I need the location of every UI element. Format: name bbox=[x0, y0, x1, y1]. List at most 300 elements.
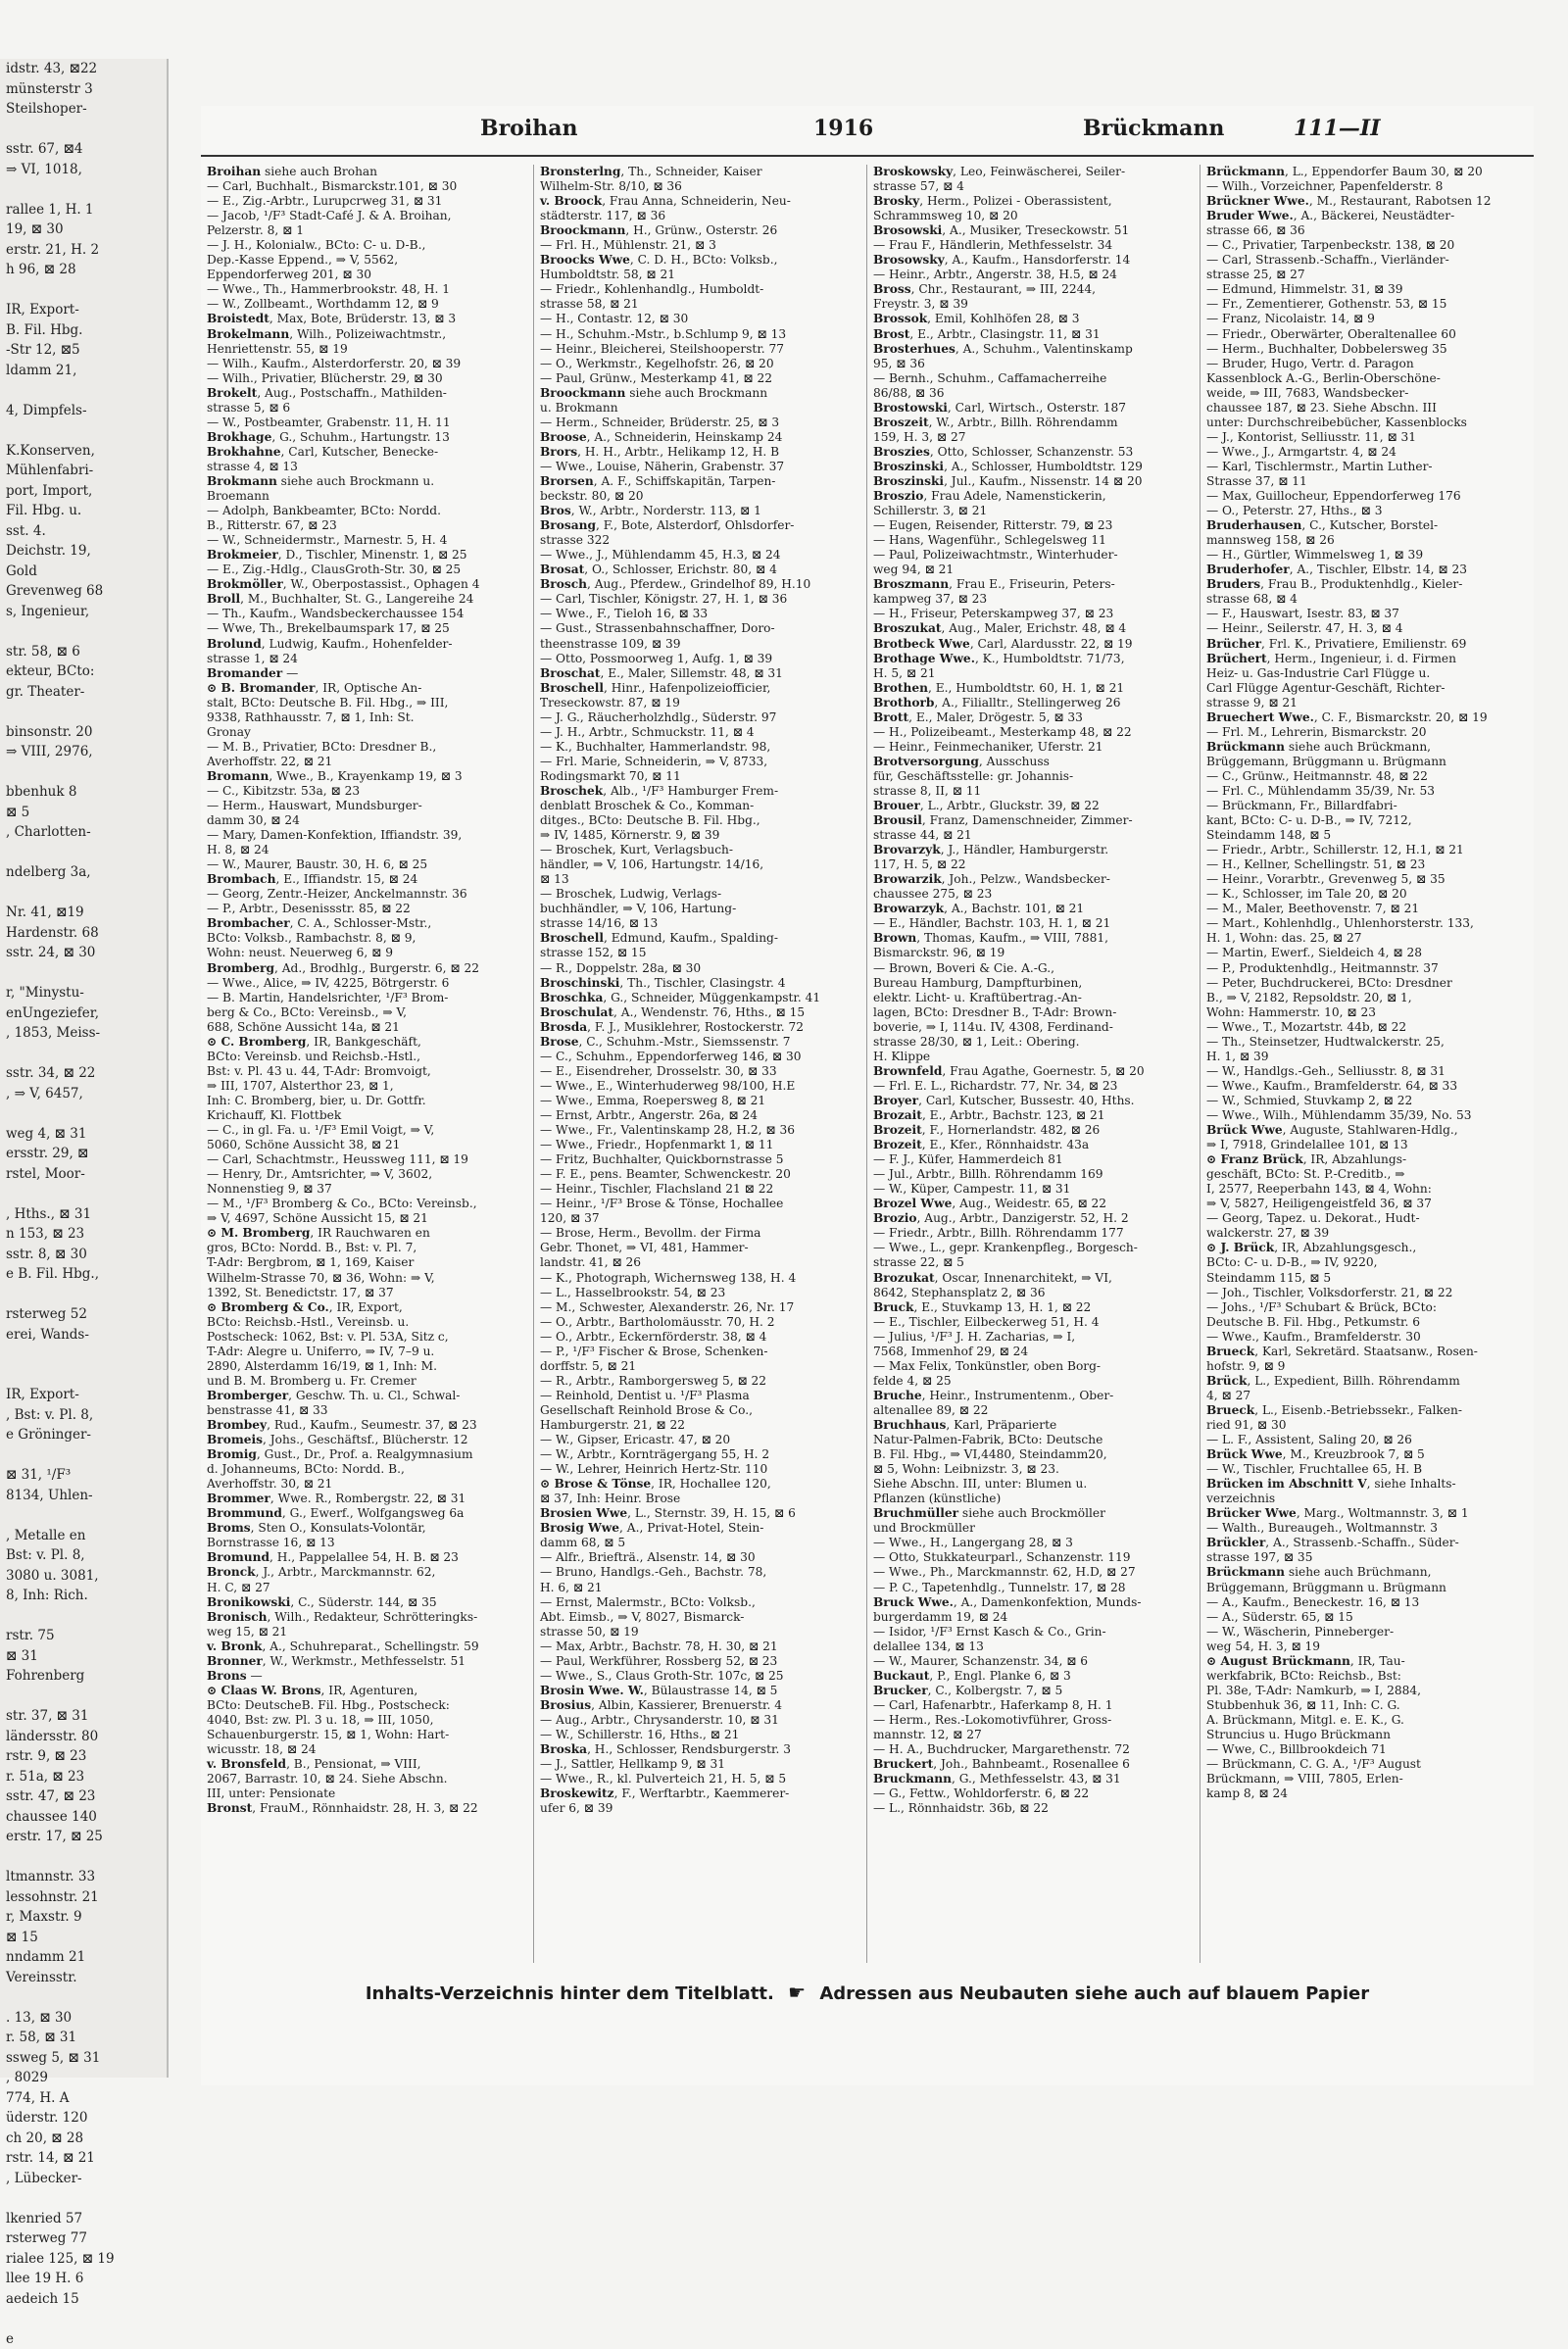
directory-entry-line: H. Klippe bbox=[873, 1050, 1194, 1064]
directory-entry-line: — Ernst, Arbtr., Angerstr. 26a, ⊠ 24 bbox=[540, 1108, 860, 1123]
directory-entry-line: — Frl. E. L., Richardstr. 77, Nr. 34, ⊠ 23 bbox=[873, 1079, 1194, 1094]
directory-entry-line: Brothen, E., Humboldtstr. 60, H. 1, ⊠ 21 bbox=[873, 681, 1194, 696]
directory-entry-line: denblatt Broschek & Co., Komman- bbox=[540, 799, 860, 813]
directory-entry-line: 7568, Immenhof 29, ⊠ 24 bbox=[873, 1345, 1194, 1359]
directory-entry-line: Bismarckstr. 96, ⊠ 19 bbox=[873, 946, 1194, 960]
directory-entry-line: Bruck, E., Stuvkamp 13, H. 1, ⊠ 22 bbox=[873, 1300, 1194, 1315]
directory-entry-line: — Friedr., Arbtr., Billh. Röhrendamm 177 bbox=[873, 1226, 1194, 1241]
directory-entry-line: — A., Süderstr. 65, ⊠ 15 bbox=[1206, 1610, 1528, 1625]
directory-entry-line: — Broschek, Ludwig, Verlags- bbox=[540, 887, 860, 902]
directory-entry-line: Brothage Wwe., K., Humboldtstr. 71/73, bbox=[873, 652, 1194, 666]
directory-entry-line: — Wwe., L., gepr. Krankenpfleg., Borgesch- bbox=[873, 1241, 1194, 1255]
directory-entry-line: verzeichnis bbox=[1206, 1492, 1528, 1506]
footer-new-buildings-note: Adressen aus Neubauten siehe auch auf blauem Papier bbox=[819, 1983, 1369, 2004]
directory-entry-line: — H., Kellner, Schellingstr. 51, ⊠ 23 bbox=[1206, 857, 1528, 872]
strip-line bbox=[0, 1505, 167, 1526]
directory-entry-line: 9338, Rathhausstr. 7, ⊠ 1, Inh: St. bbox=[207, 710, 527, 725]
directory-entry-line: altenallee 89, ⊠ 22 bbox=[873, 1403, 1194, 1418]
strip-line: rallee 1, H. 1 bbox=[0, 200, 167, 220]
strip-line: IR, Export- bbox=[0, 300, 167, 320]
directory-entry-line: ⊙ M. Bromberg, IR Rauchwaren en bbox=[207, 1226, 527, 1241]
directory-entry-line: Natur-Palmen-Fabrik, BCto: Deutsche bbox=[873, 1433, 1194, 1447]
directory-entry-line: strasse 14/16, ⊠ 13 bbox=[540, 916, 860, 931]
directory-entry-line: strasse 58, ⊠ 21 bbox=[540, 297, 860, 312]
directory-entry-line: Broschat, E., Maler, Sillemstr. 48, ⊠ 31 bbox=[540, 666, 860, 681]
directory-entry-line: — Wwe., Kaufm., Bramfelderstr. 64, ⊠ 33 bbox=[1206, 1079, 1528, 1094]
directory-entry-line: Bruechert Wwe., C. F., Bismarckstr. 20, ⊠ 19 bbox=[1206, 710, 1528, 725]
directory-entry-line: — Wwe., Th., Hammerbrookstr. 48, H. 1 bbox=[207, 282, 527, 297]
directory-entry-line: ⇒ V, 5827, Heiligengeistfeld 36, ⊠ 37 bbox=[1206, 1197, 1528, 1211]
directory-entry-line: Brousil, Franz, Damenschneider, Zimmer- bbox=[873, 813, 1194, 828]
strip-line: h 96, ⊠ 28 bbox=[0, 260, 167, 280]
directory-entry-line: — W., Zollbeamt., Worthdamm 12, ⊠ 9 bbox=[207, 297, 527, 312]
directory-entry-line: — Wwe., T., Mozartstr. 44b, ⊠ 22 bbox=[1206, 1020, 1528, 1035]
directory-entry-line: — M. B., Privatier, BCto: Dresdner B., bbox=[207, 740, 527, 755]
directory-entry-line: Bromberg, Ad., Brodhlg., Burgerstr. 6, ⊠ 22 bbox=[207, 961, 527, 976]
strip-line: Deichstr. 19, bbox=[0, 541, 167, 562]
strip-line: rstr. 14, ⊠ 21 bbox=[0, 2148, 167, 2169]
directory-entry-line: landstr. 41, ⊠ 26 bbox=[540, 1255, 860, 1270]
directory-entry-line: ⊠ 5, Wohn: Leibnizstr. 3, ⊠ 23. bbox=[873, 1462, 1194, 1477]
directory-page bbox=[201, 106, 1534, 2085]
directory-entry-line: Krichauff, Kl. Flottbek bbox=[207, 1108, 527, 1123]
strip-line: r, "Minystu- bbox=[0, 983, 167, 1003]
directory-entry-line: 8642, Stephansplatz 2, ⊠ 36 bbox=[873, 1286, 1194, 1300]
directory-entry-line: Pflanzen (künstliche) bbox=[873, 1492, 1194, 1506]
directory-entry-line: ⊙ Brose & Tönse, IR, Hochallee 120, bbox=[540, 1477, 860, 1492]
directory-entry-line: ⊙ August Brückmann, IR, Tau- bbox=[1206, 1654, 1528, 1669]
directory-entry-line: — B. Martin, Handelsrichter, ¹/F³ Brom- bbox=[207, 991, 527, 1005]
directory-entry-line: 4040, Bst: zw. Pl. 3 u. 18, ⇒ III, 1050, bbox=[207, 1713, 527, 1728]
directory-entry-line: kampweg 37, ⊠ 23 bbox=[873, 592, 1194, 607]
strip-line bbox=[0, 621, 167, 642]
directory-entry-line: Bronsterlng, Th., Schneider, Kaiser bbox=[540, 165, 860, 179]
directory-entry-line: strasse 197, ⊠ 35 bbox=[1206, 1550, 1528, 1565]
directory-entry-line: elektr. Licht- u. Kraftübertrag.-An- bbox=[873, 991, 1194, 1005]
directory-entry-line: Brokhage, G., Schuhm., Hartungstr. 13 bbox=[207, 430, 527, 445]
directory-entry-line: Brokmann siehe auch Brockmann u. bbox=[207, 474, 527, 489]
strip-line: e B. Fil. Hbg., bbox=[0, 1264, 167, 1285]
directory-entry-line: Broyer, Carl, Kutscher, Bussestr. 40, Hths. bbox=[873, 1094, 1194, 1108]
directory-entry-line: 117, H. 5, ⊠ 22 bbox=[873, 857, 1194, 872]
directory-entry-line: — Jul., Arbtr., Billh. Röhrendamm 169 bbox=[873, 1167, 1194, 1182]
directory-entry-line: — O., Peterstr. 27, Hths., ⊠ 3 bbox=[1206, 504, 1528, 518]
directory-entry-line: — Heinr., Arbtr., Angerstr. 38, H.5, ⊠ 24 bbox=[873, 268, 1194, 282]
directory-entry-line: ⊙ Bromberg & Co., IR, Export, bbox=[207, 1300, 527, 1315]
directory-entry-line: Bronck, J., Arbtr., Marckmannstr. 62, bbox=[207, 1565, 527, 1580]
strip-line: Gold bbox=[0, 562, 167, 582]
directory-entry-line: Gesellschaft Reinhold Brose & Co., bbox=[540, 1403, 860, 1418]
directory-entry-line: — L., Hasselbrookstr. 54, ⊠ 23 bbox=[540, 1286, 860, 1300]
directory-entry-line: Wilhelm-Strasse 70, ⊠ 36, Wohn: ⇒ V, bbox=[207, 1271, 527, 1286]
strip-line bbox=[0, 883, 167, 904]
directory-entry-line: ditges., BCto: Deutsche B. Fil. Hbg., bbox=[540, 813, 860, 828]
strip-line: , Metalle en bbox=[0, 1526, 167, 1546]
directory-entry-line: ⇒ V, 4697, Schöne Aussicht 15, ⊠ 21 bbox=[207, 1211, 527, 1226]
directory-entry-line: — Frl. H., Mühlenstr. 21, ⊠ 3 bbox=[540, 238, 860, 253]
directory-entry-line: — Herm., Schneider, Brüderstr. 25, ⊠ 3 bbox=[540, 416, 860, 430]
directory-entry-line: boverie, ⇒ I, 114u. IV, 4308, Ferdinand- bbox=[873, 1020, 1194, 1035]
strip-line bbox=[0, 120, 167, 140]
directory-entry-line: Brosterhues, A., Schuhm., Valentinskamp bbox=[873, 342, 1194, 357]
directory-entry-line: Brückler, A., Strassenb.-Schaffn., Süder- bbox=[1206, 1536, 1528, 1550]
directory-entry-line: — H. A., Buchdrucker, Margarethenstr. 72 bbox=[873, 1742, 1194, 1757]
directory-entry-line: Freystr. 3, ⊠ 39 bbox=[873, 297, 1194, 312]
directory-entry-line: benstrasse 41, ⊠ 33 bbox=[207, 1403, 527, 1418]
directory-entry-line: ⇒ III, 1707, Alsterthor 23, ⊠ 1, bbox=[207, 1079, 527, 1094]
directory-entry-line: 5060, Schöne Aussicht 38, ⊠ 21 bbox=[207, 1138, 527, 1152]
strip-line: ⇒ VI, 1018, bbox=[0, 160, 167, 180]
directory-entry-line: — Wwe., Ph., Marckmannstr. 62, H.D, ⊠ 27 bbox=[873, 1565, 1194, 1580]
directory-entry-line: berg & Co., BCto: Vereinsb., ⇒ V, bbox=[207, 1005, 527, 1020]
directory-entry-line: — Carl, Strassenb.-Schaffn., Vierländer- bbox=[1206, 253, 1528, 268]
directory-entry-line: — Herm., Buchhalter, Dobbelersweg 35 bbox=[1206, 342, 1528, 357]
directory-entry-line: strasse 25, ⊠ 27 bbox=[1206, 268, 1528, 282]
directory-entry-line: Broschell, Edmund, Kaufm., Spalding- bbox=[540, 931, 860, 946]
strip-line: -Str 12, ⊠5 bbox=[0, 340, 167, 361]
strip-line: Steilshoper- bbox=[0, 99, 167, 120]
strip-line: 3080 u. 3081, bbox=[0, 1566, 167, 1587]
directory-entry-line: Brown, Thomas, Kaufm., ⇒ VIII, 7881, bbox=[873, 931, 1194, 946]
strip-line bbox=[0, 702, 167, 722]
directory-entry-line: Brücher, Frl. K., Privatiere, Emilienstr. 69 bbox=[1206, 637, 1528, 652]
directory-entry-line: burgerdamm 19, ⊠ 24 bbox=[873, 1610, 1194, 1625]
directory-entry-line: Brovarzyk, J., Händler, Hamburgerstr. bbox=[873, 843, 1194, 857]
strip-line: str. 58, ⊠ 6 bbox=[0, 642, 167, 662]
strip-line: rstr. 75 bbox=[0, 1626, 167, 1646]
directory-entry-line: — Mart., Kohlenhdlg., Uhlenhorsterstr. 133, bbox=[1206, 916, 1528, 931]
directory-entry-line: — Wwe., Emma, Roepersweg 8, ⊠ 21 bbox=[540, 1094, 860, 1108]
directory-entry-line: — Paul, Werkführer, Rossberg 52, ⊠ 23 bbox=[540, 1654, 860, 1669]
directory-entry-line: Brommund, G., Ewerf., Wolfgangsweg 6a bbox=[207, 1506, 527, 1521]
directory-entry-line: Bruck Wwe., A., Damenkonfektion, Munds- bbox=[873, 1595, 1194, 1610]
strip-line: e bbox=[0, 2329, 167, 2349]
strip-line: r. 51a, ⊠ 23 bbox=[0, 1767, 167, 1787]
directory-entry-line: Dep.-Kasse Eppend., ⇒ V, 5562, bbox=[207, 253, 527, 268]
directory-entry-line: 86/88, ⊠ 36 bbox=[873, 386, 1194, 401]
directory-entry-line: — Walth., Bureaugeh., Woltmannstr. 3 bbox=[1206, 1521, 1528, 1536]
directory-entry-line: — Frl. Marie, Schneiderin, ⇒ V, 8733, bbox=[540, 755, 860, 769]
directory-entry-line: Bruchhaus, Karl, Präparierte bbox=[873, 1418, 1194, 1433]
directory-entry-line: Brothorb, A., Filialltr., Stellingerweg 26 bbox=[873, 696, 1194, 710]
directory-entry-line: Broskowsky, Leo, Feinwäscherei, Seiler- bbox=[873, 165, 1194, 179]
directory-entry-line: — E., Tischler, Eilbeckerweg 51, H. 4 bbox=[873, 1315, 1194, 1330]
directory-entry-line: — Herm., Res.-Lokomotivführer, Gross- bbox=[873, 1713, 1194, 1728]
directory-entry-line: — Frau F., Händlerin, Methfesselstr. 34 bbox=[873, 238, 1194, 253]
strip-line: idstr. 43, ⊠22 bbox=[0, 59, 167, 79]
directory-entry-line: v. Broock, Frau Anna, Schneiderin, Neu- bbox=[540, 194, 860, 209]
directory-entry-line: Brücker Wwe, Marg., Woltmannstr. 3, ⊠ 1 bbox=[1206, 1506, 1528, 1521]
directory-entry-line: — Heinr., Feinmechaniker, Uferstr. 21 bbox=[873, 740, 1194, 755]
directory-entry-line: strasse 68, ⊠ 4 bbox=[1206, 592, 1528, 607]
strip-line: sstr. 67, ⊠4 bbox=[0, 139, 167, 160]
directory-entry-line: Brückmann siehe auch Brückmann, bbox=[1206, 740, 1528, 755]
directory-entry-line: — Carl, Schachtmstr., Heussweg 111, ⊠ 19 bbox=[207, 1152, 527, 1167]
directory-entry-line: 120, ⊠ 37 bbox=[540, 1211, 860, 1226]
directory-entry-line: — Wwe., Louise, Näherin, Grabenstr. 37 bbox=[540, 460, 860, 474]
directory-entry-line: Brokelt, Aug., Postschaffn., Mathilden- bbox=[207, 386, 527, 401]
directory-entry-line: — Heinr., ¹/F³ Brose & Tönse, Hochallee bbox=[540, 1197, 860, 1211]
directory-entry-line: Buckaut, P., Engl. Planke 6, ⊠ 3 bbox=[873, 1669, 1194, 1684]
directory-entry-line: Brozio, Aug., Arbtr., Danzigerstr. 52, H. 2 bbox=[873, 1211, 1194, 1226]
directory-entry-line: Heiz- u. Gas-Industrie Carl Flügge u. bbox=[1206, 666, 1528, 681]
directory-entry-line: BCto: C- u. D-B., ⇒ IV, 9220, bbox=[1206, 1255, 1528, 1270]
directory-entry-line: Brommer, Wwe. R., Rombergstr. 22, ⊠ 31 bbox=[207, 1492, 527, 1506]
directory-entry-line: H. 8, ⊠ 24 bbox=[207, 843, 527, 857]
strip-line: Hardenstr. 68 bbox=[0, 923, 167, 944]
strip-line: erstr. 17, ⊠ 25 bbox=[0, 1827, 167, 1847]
directory-entry-line: — Th., Kaufm., Wandsbeckerchaussee 154 bbox=[207, 607, 527, 621]
directory-entry-line: — F. J., Küfer, Hammerdeich 81 bbox=[873, 1152, 1194, 1167]
directory-entry-line: T-Adr: Bergbrom, ⊠ 1, 169, Kaiser bbox=[207, 1255, 527, 1270]
directory-entry-line: — W., Schillerstr. 16, Hths., ⊠ 21 bbox=[540, 1728, 860, 1742]
directory-entry-line: — P., Arbtr., Desenissstr. 85, ⊠ 22 bbox=[207, 902, 527, 916]
strip-line: , Hths., ⊠ 31 bbox=[0, 1204, 167, 1225]
directory-entry-line: — W., Maurer, Baustr. 30, H. 6, ⊠ 25 bbox=[207, 857, 527, 872]
strip-line: s, Ingenieur, bbox=[0, 602, 167, 622]
directory-entry-line: — Wwe., H., Langergang 28, ⊠ 3 bbox=[873, 1536, 1194, 1550]
previous-page-strip bbox=[0, 59, 169, 2078]
directory-entry-line: damm 30, ⊠ 24 bbox=[207, 813, 527, 828]
strip-line bbox=[0, 2188, 167, 2209]
directory-entry-line: — Heinr., Vorarbtr., Grevenweg 5, ⊠ 35 bbox=[1206, 872, 1528, 887]
directory-entry-line: walckerstr. 27, ⊠ 39 bbox=[1206, 1226, 1528, 1241]
directory-entry-line: Brost, E., Arbtr., Clasingstr. 11, ⊠ 31 bbox=[873, 327, 1194, 342]
directory-entry-line: weg 94, ⊠ 21 bbox=[873, 563, 1194, 577]
directory-entry-line: — Hans, Wagenführ., Schlegelsweg 11 bbox=[873, 533, 1194, 548]
directory-entry-line: — W., Handlgs.-Geh., Selliusstr. 8, ⊠ 31 bbox=[1206, 1064, 1528, 1079]
directory-entry-line: beckstr. 80, ⊠ 20 bbox=[540, 489, 860, 504]
directory-entry-line: Postscheck: 1062, Bst: v. Pl. 53A, Sitz c, bbox=[207, 1330, 527, 1345]
strip-line: sstr. 8, ⊠ 30 bbox=[0, 1245, 167, 1265]
directory-entry-line: 2890, Alsterdamm 16/19, ⊠ 1, Inh: M. bbox=[207, 1359, 527, 1374]
directory-entry-line: Brosius, Albin, Kassierer, Brenuerstr. 4 bbox=[540, 1698, 860, 1713]
directory-entry-line: ⊠ 37, Inh: Heinr. Brose bbox=[540, 1492, 860, 1506]
directory-entry-line: — W., Gipser, Ericastr. 47, ⊠ 20 bbox=[540, 1433, 860, 1447]
directory-entry-line: B., ⇒ V, 2182, Repsoldstr. 20, ⊠ 1, bbox=[1206, 991, 1528, 1005]
directory-entry-line: — Wwe, Th., Brekelbaumspark 17, ⊠ 25 bbox=[207, 621, 527, 636]
directory-entry-line: ⊙ C. Bromberg, IR, Bankgeschäft, bbox=[207, 1035, 527, 1050]
directory-entry-line: theenstrasse 109, ⊠ 39 bbox=[540, 637, 860, 652]
directory-entry-line: — Broschek, Kurt, Verlagsbuch- bbox=[540, 843, 860, 857]
directory-entry-line: — M., Schwester, Alexanderstr. 26, Nr. 17 bbox=[540, 1300, 860, 1315]
directory-entry-line: ried 91, ⊠ 30 bbox=[1206, 1418, 1528, 1433]
directory-entry-line: — M., ¹/F³ Bromberg & Co., BCto: Vereinsb., bbox=[207, 1197, 527, 1211]
directory-entry-line: felde 4, ⊠ 25 bbox=[873, 1374, 1194, 1389]
directory-entry-line: delallee 134, ⊠ 13 bbox=[873, 1639, 1194, 1654]
strip-line bbox=[0, 1445, 167, 1466]
directory-entry-line: weg 15, ⊠ 21 bbox=[207, 1625, 527, 1639]
directory-entry-line: — K., Photograph, Wichernsweg 138, H. 4 bbox=[540, 1271, 860, 1286]
directory-entry-line: dorffstr. 5, ⊠ 21 bbox=[540, 1359, 860, 1374]
directory-entry-line: ⊠ 13 bbox=[540, 872, 860, 887]
directory-entry-line: — Wwe., Alice, ⇒ IV, 4225, Bötrgerstr. 6 bbox=[207, 976, 527, 991]
directory-entry-line: — J. G., Räucherholzhdlg., Süderstr. 97 bbox=[540, 710, 860, 725]
directory-entry-line: Broll, M., Buchhalter, St. G., Langereihe 24 bbox=[207, 592, 527, 607]
directory-entry-line: Brüggemann, Brüggmann u. Brügmann bbox=[1206, 755, 1528, 769]
directory-entry-line: ⊙ J. Brück, IR, Abzahlungsgesch., bbox=[1206, 1241, 1528, 1255]
strip-line bbox=[0, 1184, 167, 1204]
directory-entry-line: Deutsche B. Fil. Hbg., Petkumstr. 6 bbox=[1206, 1315, 1528, 1330]
directory-entry-line: ufer 6, ⊠ 39 bbox=[540, 1801, 860, 1816]
directory-entry-line: Bruderhausen, C., Kutscher, Borstel- bbox=[1206, 518, 1528, 533]
directory-entry-line: Brosig Wwe, A., Privat-Hotel, Stein- bbox=[540, 1521, 860, 1536]
directory-entry-line: Humboldtstr. 58, ⊠ 21 bbox=[540, 268, 860, 282]
directory-entry-line: Bruderhofer, A., Tischler, Elbstr. 14, ⊠ 23 bbox=[1206, 563, 1528, 577]
directory-entry-line: Bronikowski, C., Süderstr. 144, ⊠ 35 bbox=[207, 1595, 527, 1610]
pointing-hand-icon: ☛ bbox=[788, 1981, 806, 2004]
strip-line: sst. 4. bbox=[0, 521, 167, 542]
directory-entry-line: — Edmund, Himmelstr. 31, ⊠ 39 bbox=[1206, 282, 1528, 297]
strip-line: chaussee 140 bbox=[0, 1807, 167, 1828]
directory-entry-line: — L., Rönnhaidstr. 36b, ⊠ 22 bbox=[873, 1801, 1194, 1816]
directory-entry-line: 4, ⊠ 27 bbox=[1206, 1389, 1528, 1403]
directory-entry-line: Brüchert, Herm., Ingenieur, i. d. Firmen bbox=[1206, 652, 1528, 666]
directory-entry-line: — Alfr., Briefträ., Alsenstr. 14, ⊠ 30 bbox=[540, 1550, 860, 1565]
directory-entry-line: Stubbenhuk 36, ⊠ 11, Inh: C. G. bbox=[1206, 1698, 1528, 1713]
directory-entry-line: H. C, ⊠ 27 bbox=[207, 1581, 527, 1595]
directory-entry-line: — Aug., Arbtr., Chrysanderstr. 10, ⊠ 31 bbox=[540, 1713, 860, 1728]
directory-entry-line: — Wwe., J., Armgartstr. 4, ⊠ 24 bbox=[1206, 445, 1528, 460]
directory-entry-line: — R., Arbtr., Ramborgersweg 5, ⊠ 22 bbox=[540, 1374, 860, 1389]
directory-entry-line: — Wwe., Friedr., Hopfenmarkt 1, ⊠ 11 bbox=[540, 1138, 860, 1152]
directory-entry-line: Bureau Hamburg, Dampfturbinen, bbox=[873, 976, 1194, 991]
directory-entry-line: Carl Flügge Agentur-Geschäft, Richter- bbox=[1206, 681, 1528, 696]
strip-line bbox=[0, 1365, 167, 1386]
directory-entry-line: — C., Schuhm., Eppendorferweg 146, ⊠ 30 bbox=[540, 1050, 860, 1064]
strip-line: ⇒ VIII, 2976, bbox=[0, 742, 167, 762]
directory-entry-line: — W., Postbeamter, Grabenstr. 11, H. 11 bbox=[207, 416, 527, 430]
strip-line: weg 4, ⊠ 31 bbox=[0, 1124, 167, 1145]
directory-entry-line: — P., ¹/F³ Fischer & Brose, Schenken- bbox=[540, 1345, 860, 1359]
directory-entry-line: — H., Friseur, Peterskampweg 37, ⊠ 23 bbox=[873, 607, 1194, 621]
directory-entry-line: Brokhahne, Carl, Kutscher, Benecke- bbox=[207, 445, 527, 460]
directory-entry-line: ⇒ I, 7918, Grindelallee 101, ⊠ 13 bbox=[1206, 1138, 1528, 1152]
directory-entry-line: v. Bronsfeld, B., Pensionat, ⇒ VIII, bbox=[207, 1757, 527, 1772]
directory-entry-line: — Wilh., Vorzeichner, Papenfelderstr. 8 bbox=[1206, 179, 1528, 194]
directory-entry-line: H. 5, ⊠ 21 bbox=[873, 666, 1194, 681]
directory-entry-line: wicusstr. 18, ⊠ 24 bbox=[207, 1742, 527, 1757]
directory-entry-line: — O., Arbtr., Bartholomäusstr. 70, H. 2 bbox=[540, 1315, 860, 1330]
directory-entry-line: Brons — bbox=[207, 1669, 527, 1684]
directory-entry-line: — W., Schmied, Stuvkamp 2, ⊠ 22 bbox=[1206, 1094, 1528, 1108]
directory-entry-line: strasse 9, ⊠ 21 bbox=[1206, 696, 1528, 710]
directory-entry-line: Brück, L., Expedient, Billh. Röhrendamm bbox=[1206, 1374, 1528, 1389]
page-header bbox=[201, 106, 1534, 157]
directory-entry-line: mannstr. 12, ⊠ 27 bbox=[873, 1728, 1194, 1742]
directory-entry-line: — Heinr., Seilerstr. 47, H. 3, ⊠ 4 bbox=[1206, 621, 1528, 636]
strip-line bbox=[0, 420, 167, 441]
strip-line: lessohnstr. 21 bbox=[0, 1887, 167, 1908]
directory-entry-line: werkfabrik, BCto: Reichsb., Bst: bbox=[1206, 1669, 1528, 1684]
directory-entry-line: Steindamm 115, ⊠ 5 bbox=[1206, 1271, 1528, 1286]
strip-line bbox=[0, 963, 167, 984]
directory-entry-line: Henriettenstr. 55, ⊠ 19 bbox=[207, 342, 527, 357]
directory-entry-line: Siehe Abschn. III, unter: Blumen u. bbox=[873, 1477, 1194, 1492]
directory-entry-line: d. Johanneums, BCto: Nordd. B., bbox=[207, 1462, 527, 1477]
directory-entry-line: — Carl, Buchhalt., Bismarckstr.101, ⊠ 30 bbox=[207, 179, 527, 194]
directory-entry-line: — O., Werkmstr., Kegelhofstr. 26, ⊠ 20 bbox=[540, 357, 860, 371]
directory-entry-line: Steindamm 148, ⊠ 5 bbox=[1206, 828, 1528, 843]
directory-entry-line: Bornstrasse 16, ⊠ 13 bbox=[207, 1536, 527, 1550]
directory-entry-line: — Reinhold, Dentist u. ¹/F³ Plasma bbox=[540, 1389, 860, 1403]
directory-entry-line: kamp 8, ⊠ 24 bbox=[1206, 1786, 1528, 1801]
directory-entry-line: ⇒ IV, 1485, Körnerstr. 9, ⊠ 39 bbox=[540, 828, 860, 843]
directory-entry-line: Brückmann siehe auch Brüchmann, bbox=[1206, 1565, 1528, 1580]
directory-entry-line: Brueck, Karl, Sekretärd. Staatsanw., Rosen- bbox=[1206, 1345, 1528, 1359]
header-right-word: Brückmann bbox=[1083, 116, 1224, 141]
directory-entry-line: Brück Wwe, M., Kreuzbrook 7, ⊠ 5 bbox=[1206, 1447, 1528, 1462]
directory-entry-line: — Gust., Strassenbahnschaffner, Doro- bbox=[540, 621, 860, 636]
strip-line: , ⇒ V, 6457, bbox=[0, 1084, 167, 1104]
directory-entry-line: — P., Produktenhdlg., Heitmannstr. 37 bbox=[1206, 961, 1528, 976]
directory-entry-line: Brownfeld, Frau Agathe, Goernestr. 5, ⊠ 20 bbox=[873, 1064, 1194, 1079]
directory-entry-line: A. Brückmann, Mitgl. e. E. K., G. bbox=[1206, 1713, 1528, 1728]
directory-entry-line: — Fr., Zementierer, Gothenstr. 53, ⊠ 15 bbox=[1206, 297, 1528, 312]
strip-line: nndamm 21 bbox=[0, 1947, 167, 1968]
directory-entry-line: Broschell, Hinr., Hafenpolizeiofficier, bbox=[540, 681, 860, 696]
strip-line: rstr. 9, ⊠ 23 bbox=[0, 1746, 167, 1767]
directory-entry-line: chaussee 187, ⊠ 23. Siehe Abschn. III bbox=[1206, 401, 1528, 416]
directory-entry-line: Abt. Eimsb., ⇒ V, 8027, Bismarck- bbox=[540, 1610, 860, 1625]
directory-entry-line: Bross, Chr., Restaurant, ⇒ III, 2244, bbox=[873, 282, 1194, 297]
strip-line bbox=[0, 843, 167, 863]
strip-line: , Bst: v. Pl. 8, bbox=[0, 1405, 167, 1426]
strip-line: e Gröninger- bbox=[0, 1425, 167, 1445]
directory-entry-line: — Heinr., Bleicherei, Steilshooperstr. 77 bbox=[540, 342, 860, 357]
directory-entry-line: — C., in gl. Fa. u. ¹/F³ Emil Voigt, ⇒ V, bbox=[207, 1123, 527, 1138]
directory-entry-line: I, 2577, Reeperbahn 143, ⊠ 4, Wohn: bbox=[1206, 1182, 1528, 1197]
strip-line: , 8029 bbox=[0, 2068, 167, 2088]
strip-line: aedeich 15 bbox=[0, 2289, 167, 2310]
strip-line: Mühlenfabri- bbox=[0, 461, 167, 481]
strip-line: Vereinsstr. bbox=[0, 1968, 167, 1988]
directory-entry-line: — W., Arbtr., Kornträgergang 55, H. 2 bbox=[540, 1447, 860, 1462]
directory-columns bbox=[201, 165, 1534, 1963]
directory-entry-line: — W., Tischler, Fruchtallee 65, H. B bbox=[1206, 1462, 1528, 1477]
directory-entry-line: — Wwe., S., Claus Groth-Str. 107c, ⊠ 25 bbox=[540, 1669, 860, 1684]
directory-entry-line: Brucker, C., Kolbergstr. 7, ⊠ 5 bbox=[873, 1684, 1194, 1698]
directory-entry-line: Broszeit, W., Arbtr., Billh. Röhrendamm bbox=[873, 416, 1194, 430]
strip-line bbox=[0, 762, 167, 783]
strip-line: erei, Wands- bbox=[0, 1325, 167, 1346]
directory-entry-line: Brombacher, C. A., Schlosser-Mstr., bbox=[207, 916, 527, 931]
directory-entry-line: — Brown, Boveri & Cie. A.-G., bbox=[873, 961, 1194, 976]
strip-line: ⊠ 5 bbox=[0, 803, 167, 823]
directory-entry-line: Schrammsweg 10, ⊠ 20 bbox=[873, 209, 1194, 223]
directory-entry-line: Gebr. Thonet, ⇒ VI, 481, Hammer- bbox=[540, 1241, 860, 1255]
directory-entry-line: BCto: DeutscheB. Fil. Hbg., Postscheck: bbox=[207, 1698, 527, 1713]
directory-entry-line: Brolund, Ludwig, Kaufm., Hohenfelder- bbox=[207, 637, 527, 652]
directory-entry-line: — Otto, Possmoorweg 1, Aufg. 1, ⊠ 39 bbox=[540, 652, 860, 666]
directory-entry-line: Schauenburgerstr. 15, ⊠ 1, Wohn: Hart- bbox=[207, 1728, 527, 1742]
directory-entry-line: 95, ⊠ 36 bbox=[873, 357, 1194, 371]
directory-entry-line: Bromander — bbox=[207, 666, 527, 681]
directory-column-1 bbox=[201, 165, 534, 1963]
strip-line: sstr. 24, ⊠ 30 bbox=[0, 943, 167, 963]
directory-entry-line: III, unter: Pensionate bbox=[207, 1786, 527, 1801]
directory-entry-line: Bronner, W., Werkmstr., Methfesselstr. 51 bbox=[207, 1654, 527, 1669]
directory-entry-line: B., Ritterstr. 67, ⊠ 23 bbox=[207, 518, 527, 533]
directory-entry-line: Broms, Sten O., Konsulats-Volontär, bbox=[207, 1521, 527, 1536]
directory-entry-line: — Brückmann, Fr., Billardfabri- bbox=[1206, 799, 1528, 813]
directory-entry-line: — J. H., Kolonialw., BCto: C- u. D-B., bbox=[207, 238, 527, 253]
directory-entry-line: Bruckmann, G., Methfesselstr. 43, ⊠ 31 bbox=[873, 1772, 1194, 1786]
directory-entry-line: — Herm., Hauswart, Mundsburger- bbox=[207, 799, 527, 813]
strip-line bbox=[0, 1847, 167, 1868]
directory-entry-line: v. Bronk, A., Schuhreparat., Schellingstr. 59 bbox=[207, 1639, 527, 1654]
directory-entry-line: — A., Kaufm., Beneckestr. 16, ⊠ 13 bbox=[1206, 1595, 1528, 1610]
